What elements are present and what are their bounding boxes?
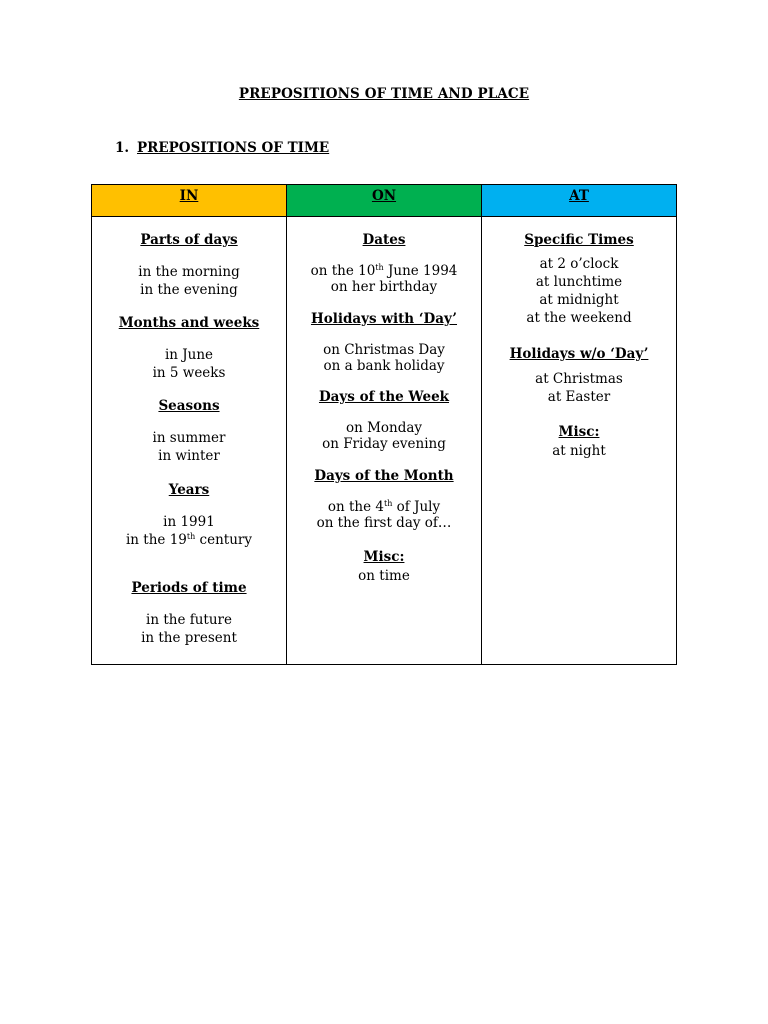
on-days-of-month-heading: Days of the Month [314,468,454,484]
header-in [92,185,286,217]
in-parts-of-days-heading: Parts of days [140,232,238,248]
in-months-weeks-heading: Months and weeks [118,315,260,331]
header-on-label: ON [371,188,397,204]
in-seasons-heading: Seasons [158,398,220,414]
in-parts-of-days-examples [92,263,286,299]
on-days-of-week-heading: Days of the Week [318,389,450,405]
at-misc-examples [482,442,676,460]
header-on [287,185,481,217]
header-in-label: IN [179,188,199,204]
column-in [92,217,286,664]
header-at-label: AT [569,188,589,204]
in-seasons-examples [92,429,286,465]
at-holidays-heading: Holidays w/o ‘Day’ [509,346,649,362]
column-on [287,217,481,664]
on-dates-heading: Dates [362,232,406,248]
section-number: 1. [115,140,130,156]
example-line: on her birthday [330,279,438,295]
header-at [482,185,676,217]
example-line: at Christmas [535,371,623,387]
at-misc-heading: Misc: [558,424,600,440]
at-specific-times-heading: Specific Times [524,232,634,248]
column-at [482,217,676,664]
page-title: PREPOSITIONS OF TIME AND PLACE [238,86,530,102]
example-line: at the weekend [526,310,632,326]
in-periods-heading: Periods of time [131,580,247,596]
on-misc-heading: Misc: [363,549,405,565]
example-line: on a bank holiday [323,358,445,374]
example-line: on the 4th of July [327,499,441,515]
example-line: in winter [158,448,220,464]
section-title: PREPOSITIONS OF TIME [137,140,330,156]
example-line: in the morning [138,264,240,280]
prepositions-table [91,184,677,665]
example-line: in the present [141,630,237,646]
example-line: on Christmas Day [323,342,445,358]
example-line: at Easter [547,389,611,405]
on-holidays-heading: Holidays with ‘Day’ [310,311,458,327]
example-line: in the future [146,612,232,628]
at-specific-times-examples [482,255,676,327]
example-line: on the 10th June 1994 [310,263,458,279]
at-holidays-examples [482,370,676,406]
example-line: at midnight [539,292,619,308]
example-line: in the 19th century [125,532,252,548]
on-misc-examples [287,567,481,585]
on-dates-examples [287,263,481,295]
on-holidays-examples [287,342,481,374]
example-line: on Monday [345,420,423,436]
example-line: at 2 o’clock [539,256,619,272]
on-days-of-month-examples [287,499,481,531]
example-line: in the evening [140,282,238,298]
section-heading [115,140,329,156]
example-line: in 1991 [163,514,215,530]
example-line: at lunchtime [535,274,623,290]
example-line: at night [552,443,606,459]
in-periods-examples [92,611,286,647]
example-line: in 5 weeks [152,365,226,381]
in-years-heading: Years [168,482,210,498]
example-line: on Friday evening [322,436,446,452]
in-years-examples [92,513,286,549]
on-days-of-week-examples [287,420,481,452]
example-line: in June [164,347,214,363]
in-months-weeks-examples [92,346,286,382]
example-line: on the first day of… [316,515,452,531]
example-line: on time [358,568,410,584]
example-line: in summer [152,430,226,446]
